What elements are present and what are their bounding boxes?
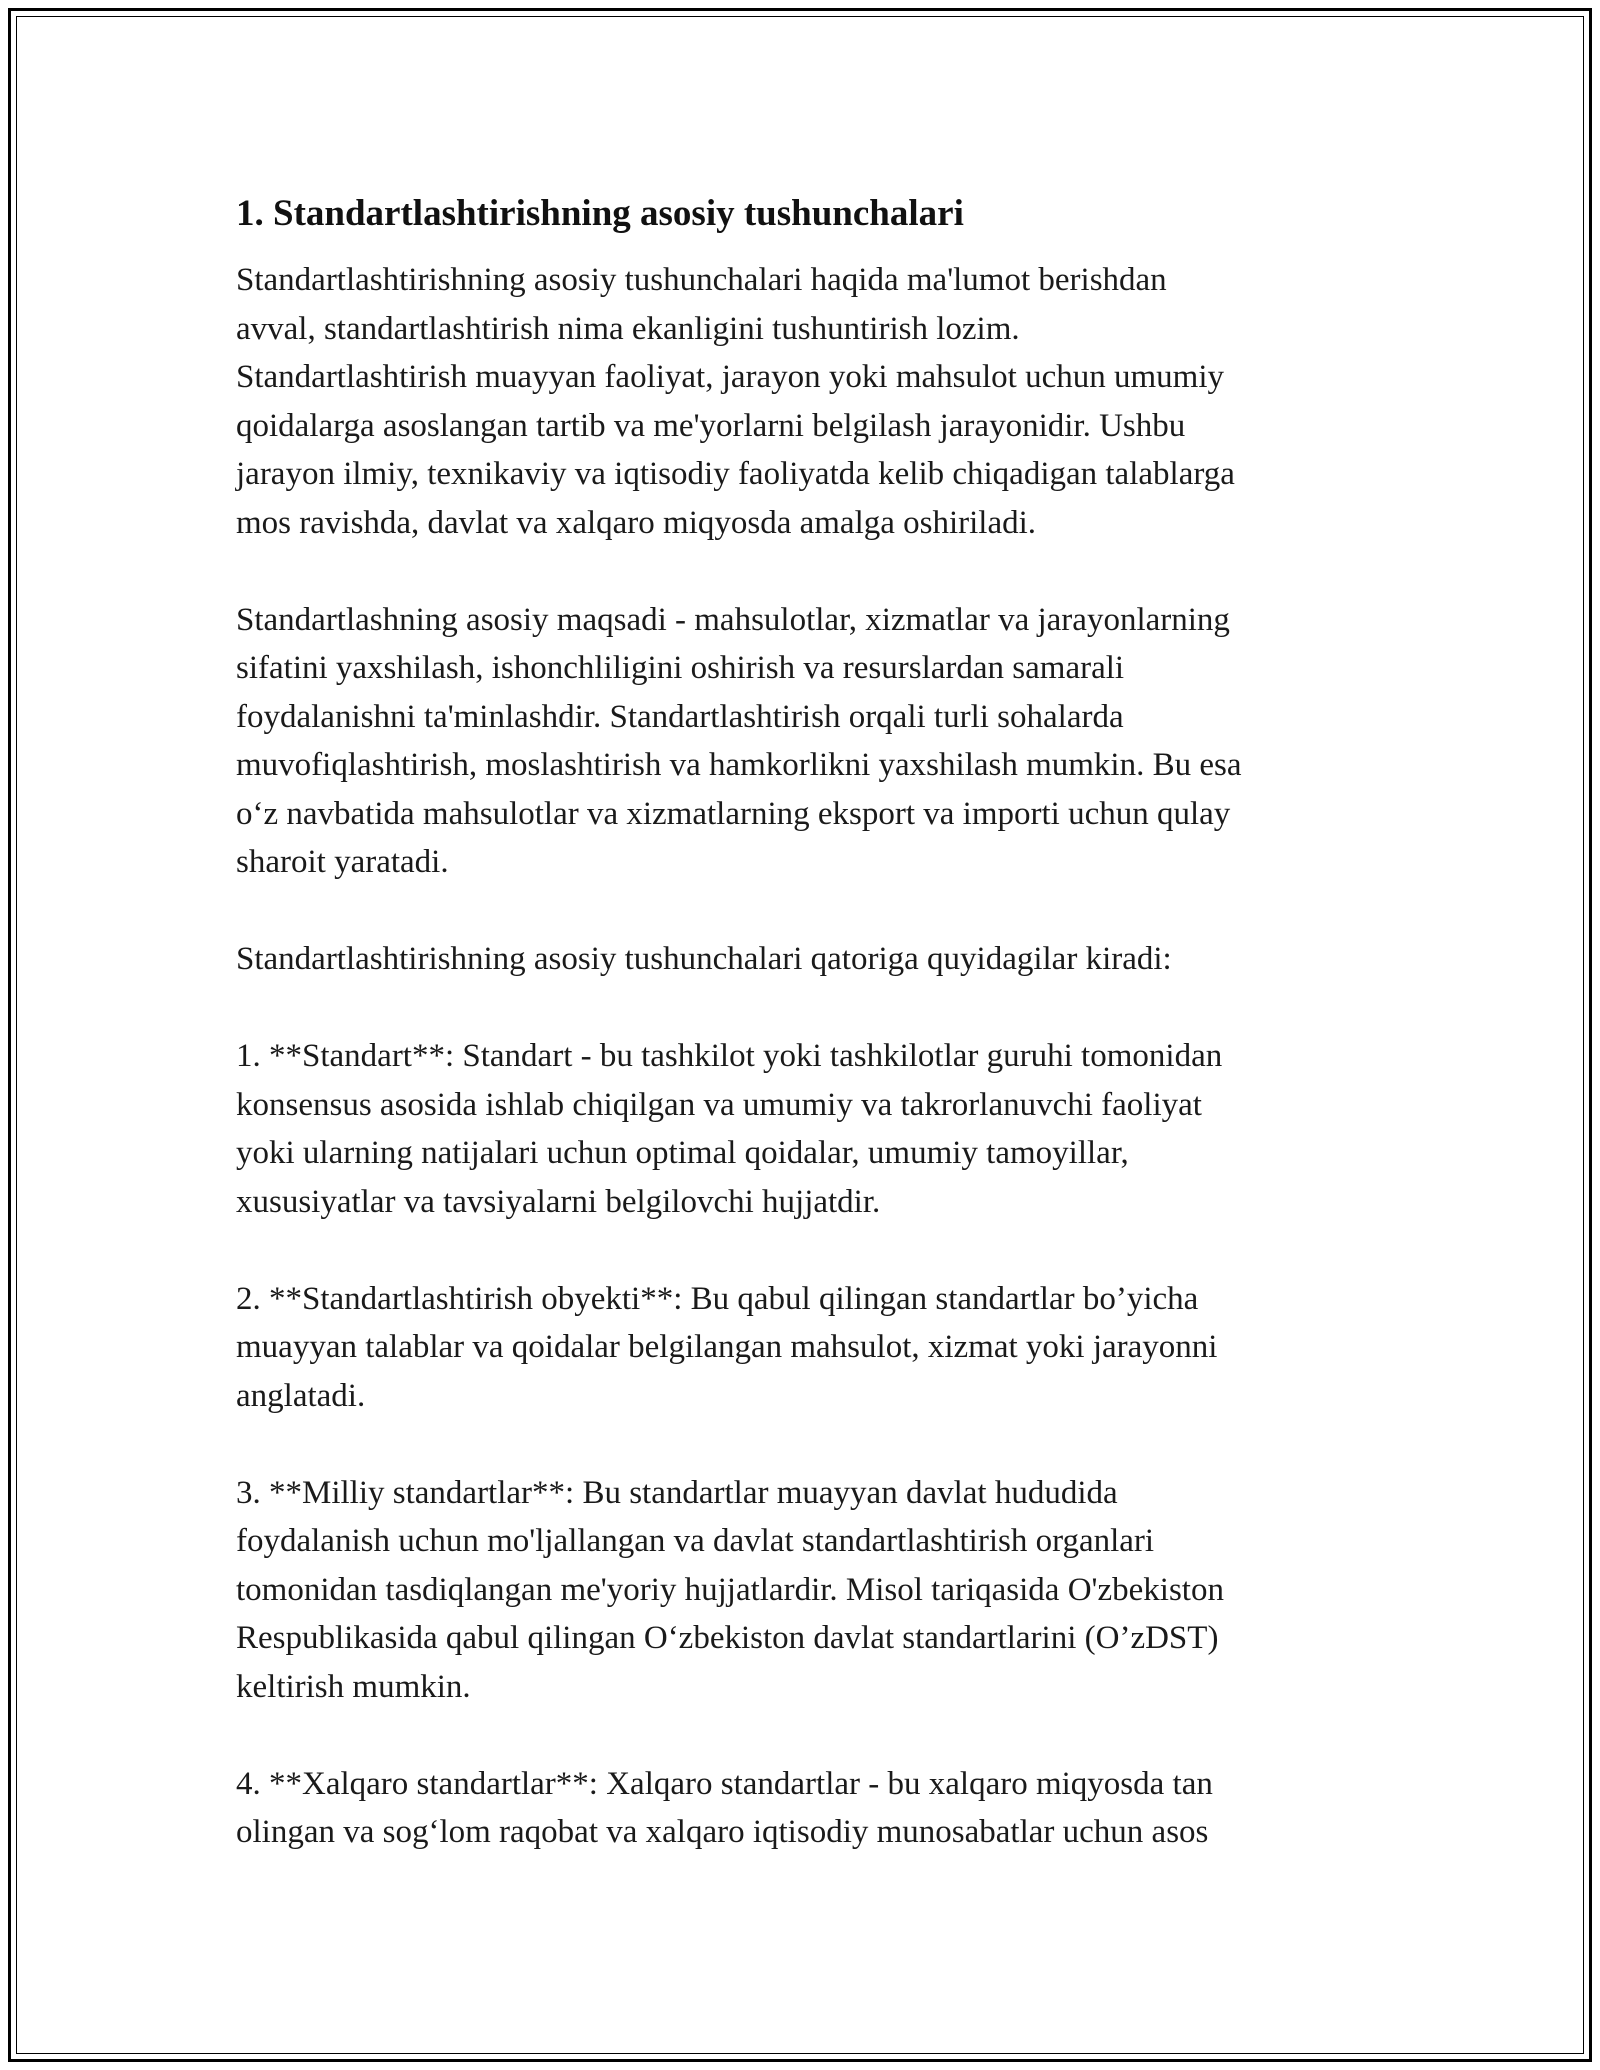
text-line: Standartlashtirish muayyan faoliyat, jarayon yoki mahsulot uchun umumiy bbox=[236, 359, 1224, 395]
text-line: foydalanishni ta'minlashdir. Standartlashtirish orqali turli sohalarda bbox=[236, 698, 1124, 735]
list-item-milliy bbox=[236, 1469, 1366, 1712]
paragraph-list-intro bbox=[236, 935, 1366, 984]
text-line: 4. **Xalqaro standartlar**: Xalqaro standartlar - bu xalqaro miqyosda tan bbox=[236, 1765, 1213, 1802]
text-line: Standartlashtirishning asosiy tushunchalari haqida ma'lumot berishdan bbox=[236, 262, 1167, 298]
text-line: muvofiqlashtirish, moslashtirish va hamkorlikni yaxshilash mumkin. Bu esa bbox=[236, 747, 1242, 783]
text-line: o‘z navbatida mahsulotlar va xizmatlarning eksport va importi uchun qulay bbox=[236, 795, 1231, 832]
text-line: Standartlashning asosiy maqsadi - mahsulotlar, xizmatlar va jarayonlarning bbox=[236, 601, 1230, 638]
list-item-standart bbox=[236, 1032, 1366, 1226]
text-line: 2. **Standartlashtirish obyekti**: Bu qabul qilingan standartlar bo’yicha bbox=[236, 1280, 1199, 1317]
text-line: jarayon ilmiy, texnikaviy va iqtisodiy faoliyatda kelib chiqadigan talablarga bbox=[236, 456, 1235, 492]
paragraph-intro bbox=[236, 256, 1366, 547]
text-line: konsensus asosida ishlab chiqilgan va umumiy va takrorlanuvchi faoliyat bbox=[236, 1086, 1202, 1123]
text-line: sifatini yaxshilash, ishonchliligini oshirish va resurslardan samarali bbox=[236, 650, 1125, 686]
paragraph-purpose bbox=[236, 596, 1366, 887]
document-title: 1. Standartlashtirishning asosiy tushunchalari bbox=[236, 193, 964, 234]
text-line: xususiyatlar va tavsiyalarni belgilovchi hujjatdir. bbox=[236, 1183, 881, 1220]
text-line: Respublikasida qabul qilingan O‘zbekiston davlat standartlarini (O’zDST) bbox=[236, 1620, 1219, 1656]
text-line: foydalanish uchun mo'ljallangan va davlat standartlashtirish organlari bbox=[236, 1523, 1155, 1559]
text-line: 1. **Standart**: Standart - bu tashkilot yoki tashkilotlar guruhi tomonidan bbox=[236, 1038, 1223, 1074]
document-body bbox=[236, 186, 1366, 1905]
text-line: 3. **Milliy standartlar**: Bu standartlar muayyan davlat hududida bbox=[236, 1474, 1118, 1511]
text-line: qoidalarga asoslangan tartib va me'yorlarni belgilash jarayonidir. Ushbu bbox=[236, 407, 1186, 444]
text-line: mos ravishda, davlat va xalqaro miqyosda amalga oshiriladi. bbox=[236, 504, 1037, 541]
text-line: olingan va sog‘lom raqobat va xalqaro iqtisodiy munosabatlar uchun asos bbox=[236, 1814, 1209, 1850]
text-line: keltirish mumkin. bbox=[236, 1668, 471, 1705]
text-line: yoki ularning natijalari uchun optimal qoidalar, umumiy tamoyillar, bbox=[236, 1135, 1129, 1171]
text-line: avval, standartlashtirish nima ekanligini tushuntirish lozim. bbox=[236, 310, 1020, 347]
text-line: muayyan talablar va qoidalar belgilangan mahsulot, xizmat yoki jarayonni bbox=[236, 1329, 1218, 1365]
list-item-xalqaro bbox=[236, 1760, 1366, 1857]
text-line: Standartlashtirishning asosiy tushunchalari qatoriga quyidagilar kiradi: bbox=[236, 941, 1172, 977]
text-line: tomonidan tasdiqlangan me'yoriy hujjatlardir. Misol tariqasida O'zbekiston bbox=[236, 1571, 1224, 1608]
list-item-obyekt bbox=[236, 1275, 1366, 1421]
text-line: sharoit yaratadi. bbox=[236, 844, 449, 880]
text-line: anglatadi. bbox=[236, 1377, 366, 1414]
